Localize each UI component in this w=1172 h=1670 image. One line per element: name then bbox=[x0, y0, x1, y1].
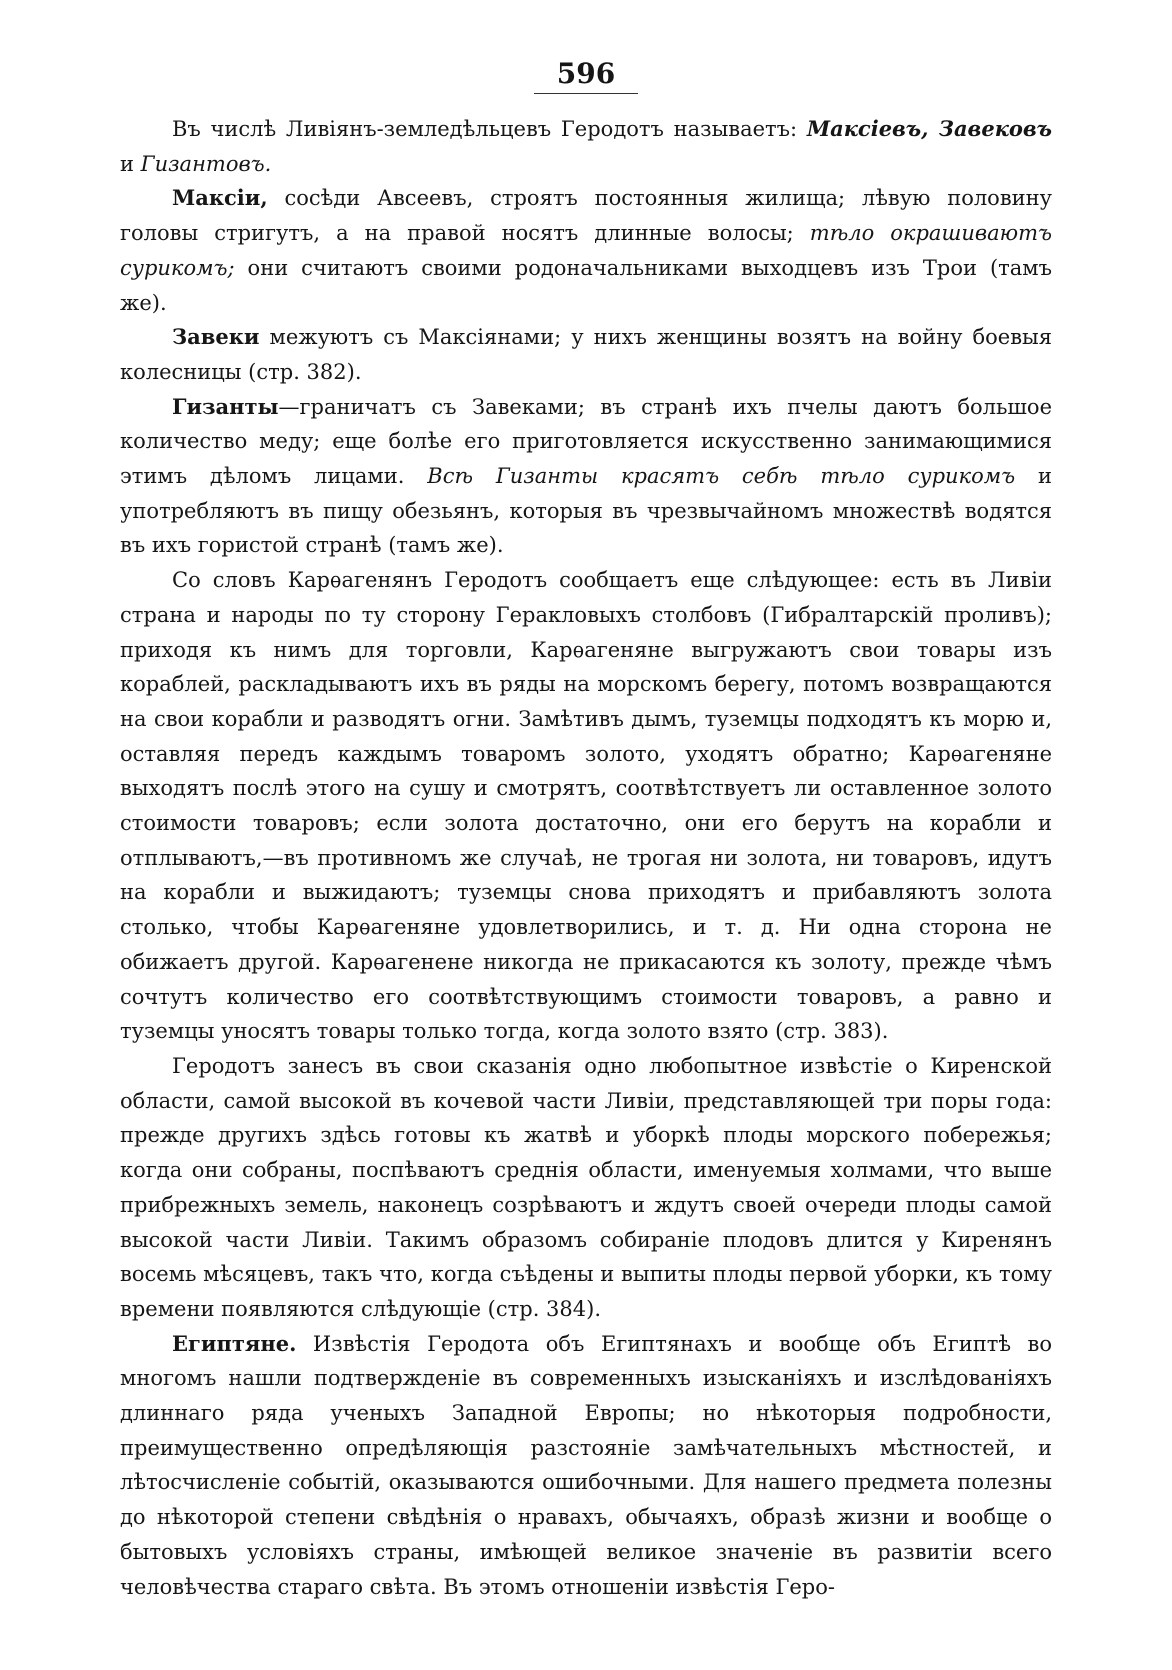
emphasized-text: Всѣ Гизанты красятъ себѣ тѣло сурикомъ bbox=[427, 464, 1016, 489]
paragraph bbox=[120, 1049, 1052, 1327]
emphasized-text: Египтяне. bbox=[172, 1330, 297, 1356]
text-run: Со словъ Карѳагенянъ Геродотъ сообщаетъ еще слѣдующее: есть въ Ливіи страна и народы по ту сторону Геракловыхъ столбовъ (Гибралтарскій проливъ); приходя къ нимъ для торговли, Карѳагеняне выгружаютъ свои товары изъ кораблей, раскладываютъ ихъ въ ряды на морскомъ берегу, потомъ возвращаются на свои корабли и разводятъ огни. Замѣтивъ дымъ, туземцы подходятъ къ морю и, оставляя передъ каждымъ товаромъ золото, уходятъ обратно; Карѳагеняне выходятъ послѣ этого на сушу и смотрятъ, соотвѣтствуетъ ли оставленное золото стоимости товаровъ; если золота достаточно, они его берутъ на корабли и отплываютъ,—въ противномъ же случаѣ, не трогая ни золота, ни товаровъ, идутъ на корабли и выжидаютъ; туземцы снова приходятъ и прибавляютъ золота столько, чтобы Карѳагеняне удовлетворились, и т. д. Ни одна сторона не обижаетъ другой. Карѳагенене никогда не прикасаются къ золоту, прежде чѣмъ сочтутъ количество его соотвѣтствующимъ стоимости товаровъ, а равно и туземцы уносятъ товары только тогда, когда золото взято (стр. 383). bbox=[120, 568, 1052, 1044]
emphasized-text: Максіевъ, Завековъ bbox=[806, 116, 1052, 141]
text-run: они считаютъ своими родоначальниками выходцевъ изъ Трои (тамъ же). bbox=[120, 255, 1052, 315]
body-text bbox=[120, 112, 1052, 1604]
text-run: сосѣди Авсеевъ, строятъ постоянныя жилища; лѣвую половину головы стригутъ, а на правой носятъ длинные волосы; bbox=[120, 186, 1052, 246]
paragraph bbox=[120, 390, 1052, 564]
paragraph bbox=[120, 563, 1052, 1049]
emphasized-text: Гизантовъ. bbox=[140, 151, 272, 176]
paragraph bbox=[120, 320, 1052, 389]
paragraph bbox=[120, 181, 1052, 320]
text-run: Извѣстія Геродота объ Египтянахъ и вообще объ Египтѣ во многомъ нашли подтвержденіе въ современныхъ изысканіяхъ и изслѣдованіяхъ длиннаго ряда ученыхъ Западной Европы; но нѣкоторыя подробности, преимущественно опредѣляющія разстояніе замѣчательныхъ мѣстностей, и лѣтосчисленіе событій, оказываются ошибочными. Для нашего предмета полезны до нѣкоторой степени свѣдѣнія о нравахъ, обычаяхъ, образѣ жизни и вообще о бытовыхъ условіяхъ страны, имѣющей великое значеніе въ развитіи всего человѣчества стараго свѣта. Въ этомъ отношеніи извѣстія Геро- bbox=[120, 1331, 1052, 1599]
page-number-rule bbox=[534, 93, 638, 94]
emphasized-text: Максіи, bbox=[172, 185, 268, 211]
text-run: и употребляютъ въ пищу обезьянъ, которыя въ чрезвычайномъ множествѣ водятся въ ихъ гористой странѣ (тамъ же). bbox=[120, 464, 1052, 558]
text-run: Геродотъ занесъ въ свои сказанія одно любопытное извѣстіе о Киренской области, самой высокой въ кочевой части Ливіи, представляющей три поры года: прежде другихъ здѣсь готовы къ жатвѣ и уборкѣ плоды морского побережья; когда они собраны, поспѣваютъ среднія области, именуемыя холмами, что выше прибрежныхъ земель, наконецъ созрѣваютъ и ждутъ своей очереди плоды самой высокой части Ливіи. Такимъ образомъ собираніе плодовъ длится у Киренянъ восемь мѣсяцевъ, такъ что, когда съѣдены и выпиты плоды первой уборки, къ тому времени появляются слѣдующіе (стр. 384). bbox=[120, 1053, 1052, 1321]
text-run: межуютъ съ Максіянами; у нихъ женщины возятъ на войну боевыя колесницы (стр. 382). bbox=[120, 325, 1052, 384]
emphasized-text: тѣло окрашиваютъ сурикомъ; bbox=[120, 221, 1052, 280]
paragraph bbox=[120, 1327, 1052, 1605]
text-run: —граничатъ съ Завеками; въ странѣ ихъ пчелы даютъ большое количество меду; еще болѣе его приготовляется искусственно занимающимися этимъ дѣломъ лицами. bbox=[120, 394, 1052, 489]
emphasized-text: Гизанты bbox=[172, 393, 279, 419]
page bbox=[120, 56, 1052, 1604]
text-run: Въ числѣ Ливіянъ-земледѣльцевъ Геродотъ называетъ: bbox=[172, 117, 807, 141]
paragraph bbox=[120, 112, 1052, 181]
text-run: и bbox=[120, 151, 141, 176]
emphasized-text: Завеки bbox=[172, 324, 260, 350]
page-number: 596 bbox=[556, 57, 616, 90]
